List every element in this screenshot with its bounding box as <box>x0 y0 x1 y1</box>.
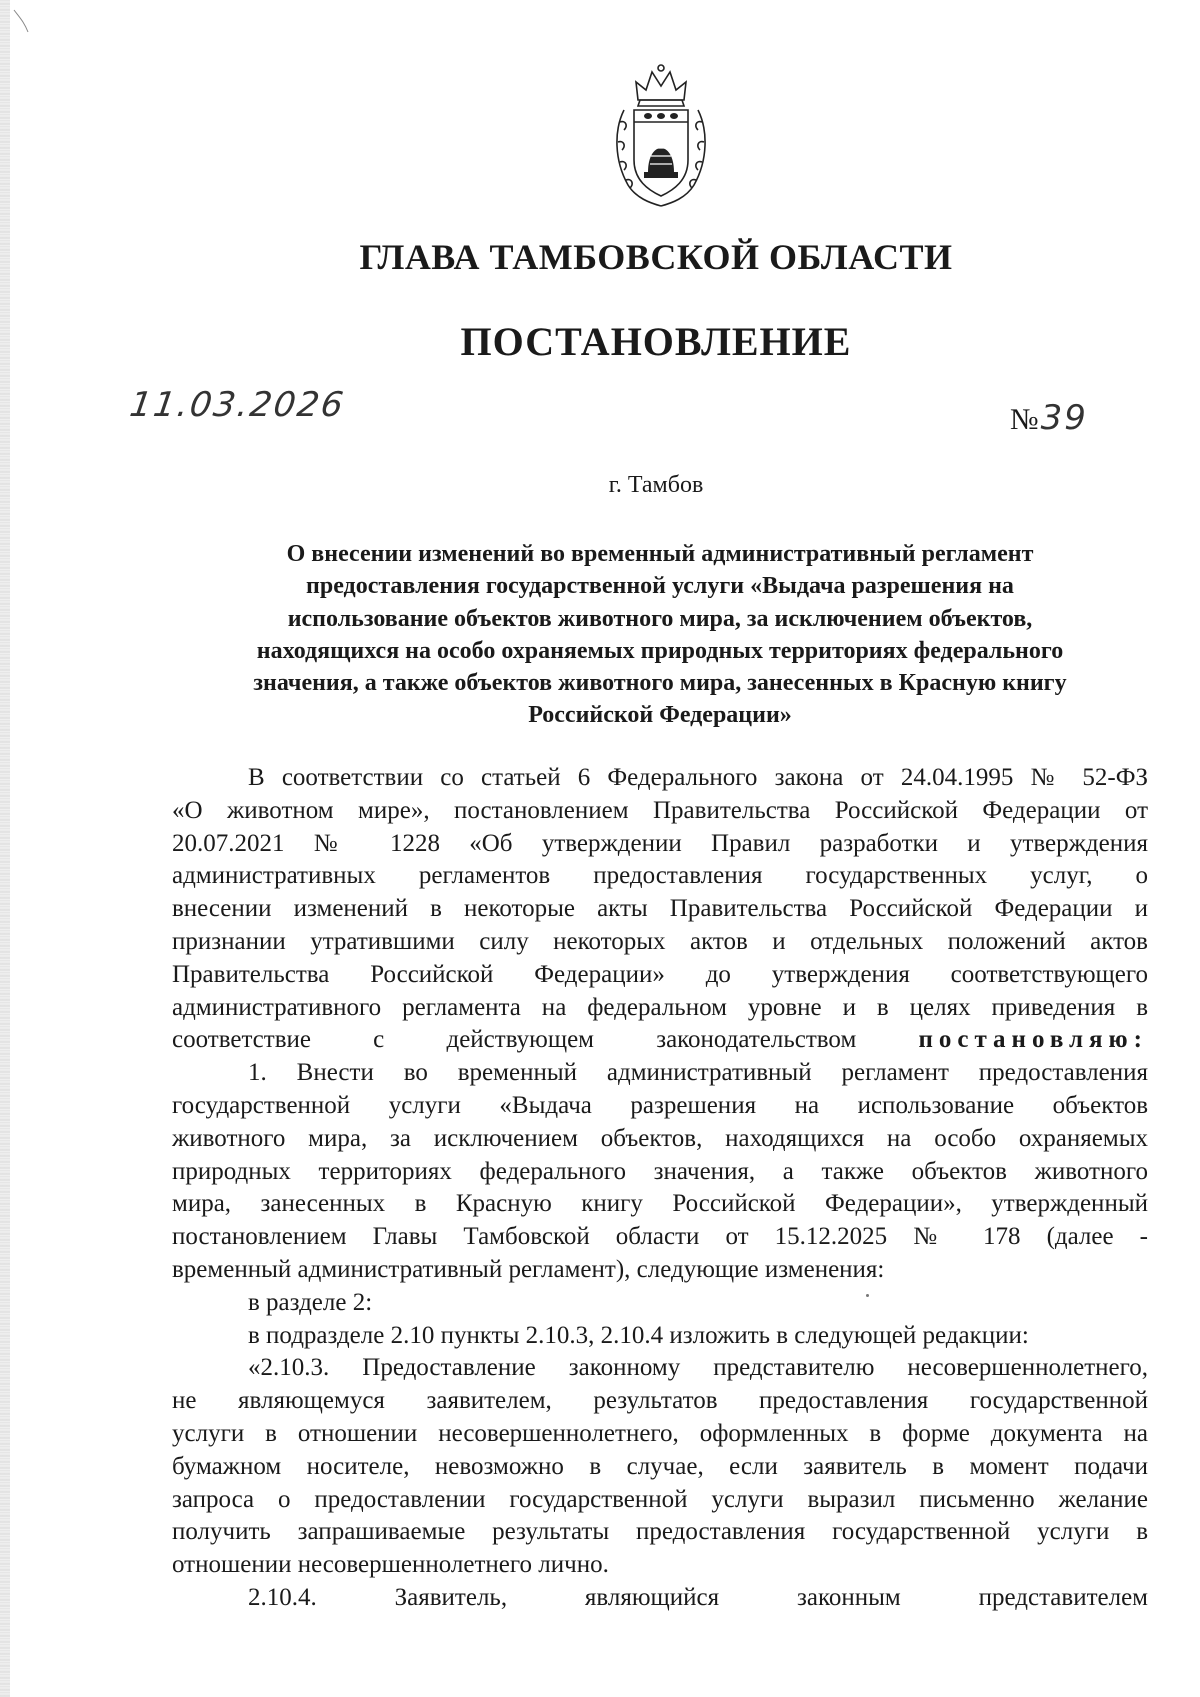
section-line: в разделе 2: <box>248 1288 373 1316</box>
corner-mark <box>6 8 36 38</box>
coat-of-arms-emblem <box>610 60 712 210</box>
preamble-line: В соответствии со статьей 6 Федерального закона от 24.04.1995 № 52-ФЗ <box>248 764 1148 791</box>
item1-line: 1. Внести во временный административный регламент предоставления <box>248 1059 1148 1087</box>
paragraph-2-10-3-line: бумажном носителе, невозможно в случае, если заявитель в момент подачи <box>172 1452 1148 1480</box>
item1-line: временный административный регламент), следующие изменения: <box>172 1255 885 1283</box>
city: г. Тамбов <box>608 472 704 498</box>
preamble-line: 20.07.2021 № 1228 «Об утверждении Правил разработки и утверждения <box>172 829 1148 857</box>
item1-line: животного мира, за исключением объектов, находящихся на особо охраняемых <box>172 1124 1148 1152</box>
paragraph-2-10-3-line: получить запрашиваемые результаты предоставления государственной услуги в <box>172 1518 1148 1546</box>
document-type-heading: ПОСТАНОВЛЕНИЕ <box>460 319 852 364</box>
handwritten-date: 11.03.2026 <box>127 385 348 425</box>
paragraph-2-10-3-line: «2.10.3. Предоставление законному представителю несовершеннолетнего, <box>248 1354 1148 1382</box>
preamble-line: административного регламента на федеральном уровне и в целях приведения в <box>172 993 1148 1021</box>
title-line: находящихся на особо охраняемых природных территориях федерального <box>256 637 1064 664</box>
item1-line: государственной услуги «Выдача разрешения на использование объектов <box>172 1091 1148 1119</box>
document-number <box>1010 398 1088 438</box>
paragraph-2-10-3-line: отношении несовершеннолетнего лично. <box>172 1551 609 1579</box>
preamble-last-text: соответствие с действующем законодательством <box>172 1026 857 1054</box>
title-line: использование объектов животного мира, за исключением объектов, <box>287 605 1033 632</box>
document-body <box>172 762 1148 1615</box>
number-sign: № <box>1010 403 1039 436</box>
title-line: О внесении изменений во временный административный регламент <box>286 541 1034 567</box>
paragraph-2-10-3-line: не являющемуся заявителем, результатов предоставления государственной <box>172 1387 1148 1415</box>
preamble-line: административных регламентов предоставления государственных услуг, о <box>172 862 1148 890</box>
item1-line: постановлением Главы Тамбовской области от 15.12.2025 № 178 (далее - <box>172 1223 1148 1251</box>
item1-line: мира, занесенных в Красную книгу Российской Федерации», утвержденный <box>172 1190 1148 1218</box>
preamble-last-line <box>172 1024 1148 1057</box>
scan-speck <box>866 1294 869 1297</box>
title-line: Российской Федерации» <box>528 702 792 729</box>
document-title <box>170 538 1150 732</box>
preamble-line: внесении изменений в некоторые акты Правительства Российской Федерации и <box>172 895 1148 923</box>
paragraph-2-10-3-line: запроса о предоставлении государственной услуги выразил письменно желание <box>172 1485 1148 1513</box>
item1-line: природных территориях федерального значения, а также объектов животного <box>172 1157 1148 1185</box>
subsection-line: в подразделе 2.10 пункты 2.10.3, 2.10.4 изложить в следующей редакции: <box>248 1321 1029 1349</box>
paragraph-2-10-3-line: услуги в отношении несовершеннолетнего, оформленных в форме документа на <box>172 1419 1148 1447</box>
title-line: предоставления государственной услуги «Выдача разрешения на <box>306 573 1014 600</box>
preamble-line: признании утратившими силу некоторых актов и отдельных положений актов <box>172 927 1148 955</box>
resolve-word: постановляю: <box>918 1026 1148 1054</box>
paragraph-2-10-4-line: 2.10.4. Заявитель, являющийся законным представителем <box>248 1583 1148 1611</box>
authority-heading: ГЛАВА ТАМБОВСКОЙ ОБЛАСТИ <box>359 237 953 277</box>
preamble-line: Правительства Российской Федерации» до утверждения соответствующего <box>172 960 1148 988</box>
handwritten-number: 39 <box>1040 398 1088 438</box>
preamble-line: «О животном мире», постановлением Правительства Российской Федерации от <box>172 796 1148 824</box>
title-line: значения, а также объектов животного мира, занесенных в Красную книгу <box>253 670 1067 697</box>
